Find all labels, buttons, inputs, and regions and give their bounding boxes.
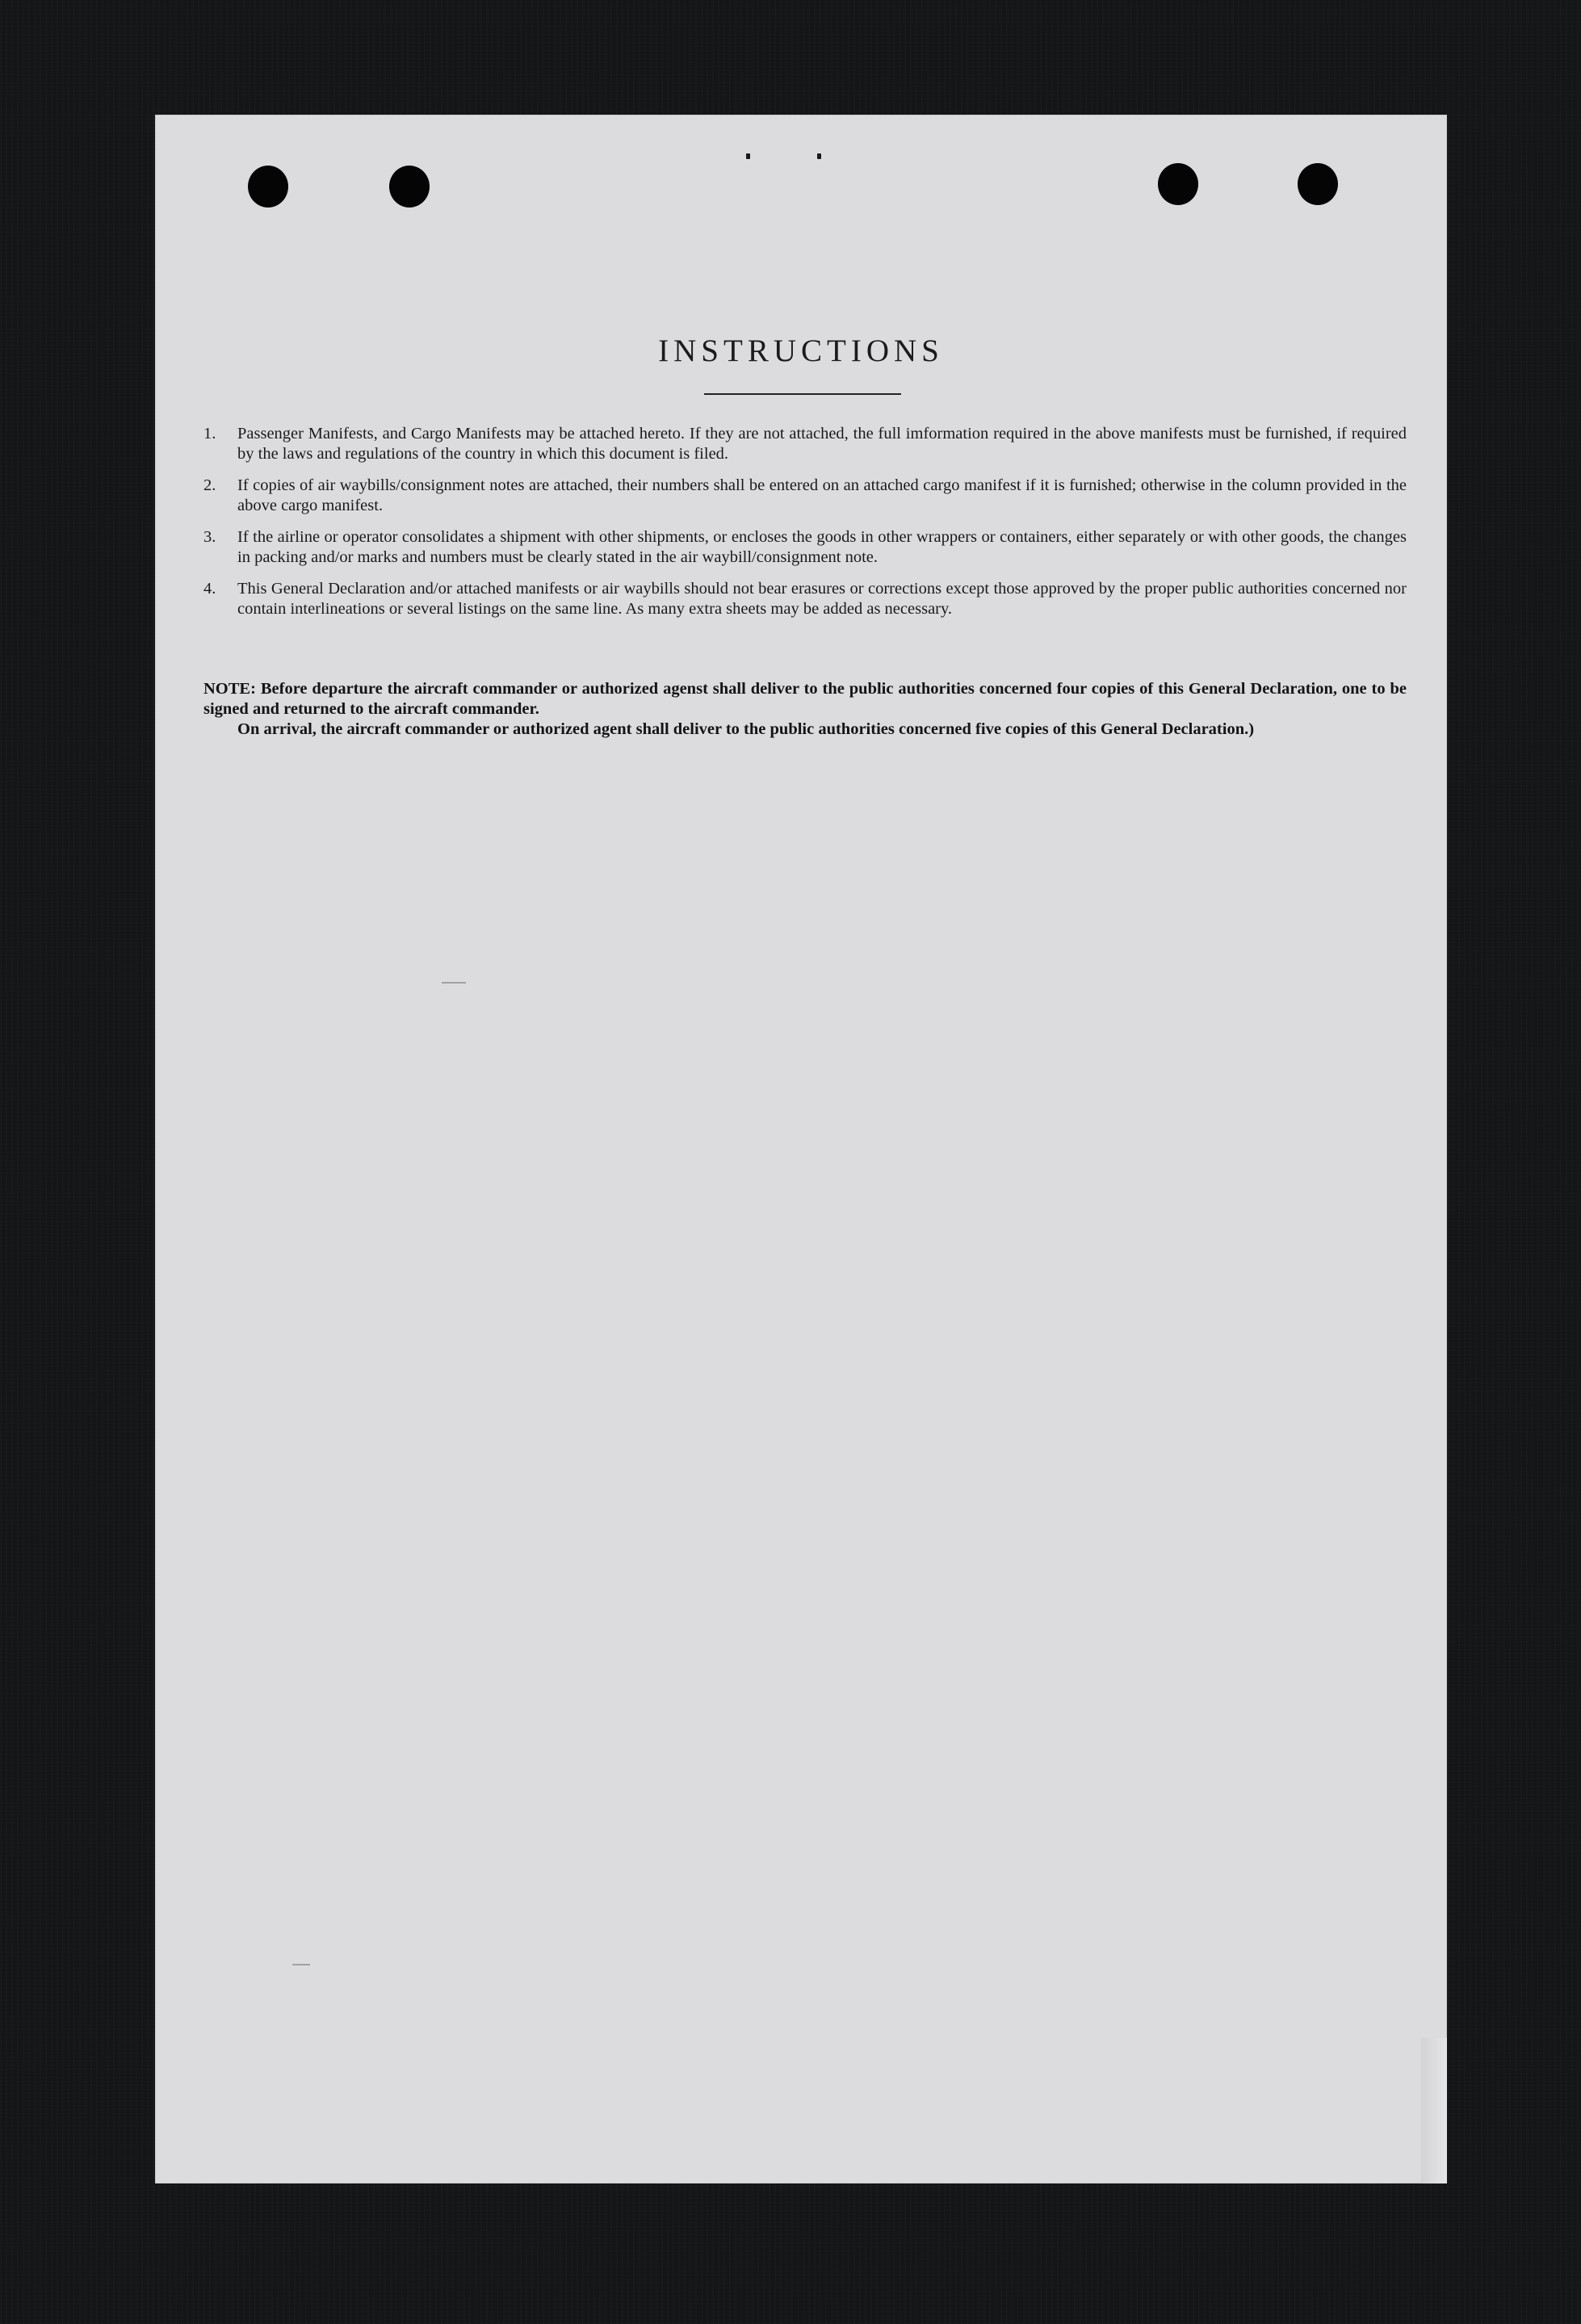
document-page bbox=[155, 115, 1447, 2183]
list-item bbox=[203, 527, 1407, 568]
item-number: 3. bbox=[203, 528, 216, 546]
registration-mark-left bbox=[746, 153, 750, 159]
page-edge-curl bbox=[1421, 2038, 1447, 2183]
item-number: 4. bbox=[203, 580, 216, 598]
item-text: Passenger Manifests, and Cargo Manifests may be attached hereto. If they are not attached, the full imformation required in the above manifests must be furnished, if required by the laws and regulations of the country in which this document is filed. bbox=[237, 425, 1407, 463]
note-arrival bbox=[203, 719, 1407, 740]
item-number: 1. bbox=[203, 425, 216, 443]
list-item bbox=[203, 579, 1407, 619]
item-text: If copies of air waybills/consignment notes are attached, their numbers shall be entered on an attached cargo manifest if it is furnished; otherwise in the column provided in the above cargo manifest. bbox=[237, 476, 1407, 514]
note-label: NOTE: bbox=[203, 680, 256, 698]
punch-hole-4 bbox=[1298, 163, 1338, 205]
instructions-list bbox=[203, 424, 1407, 631]
note-departure-text: Before departure the aircraft commander or authorized agenst shall deliver to the public authorities concerned four copies of this General Declaration, one to be signed and returned to the aircraft commander. bbox=[203, 680, 1407, 718]
item-number: 2. bbox=[203, 476, 216, 494]
punch-hole-2 bbox=[389, 166, 430, 208]
page-title: INSTRUCTIONS bbox=[658, 333, 944, 368]
punch-hole-3 bbox=[1158, 163, 1198, 205]
list-item bbox=[203, 424, 1407, 464]
punch-hole-1 bbox=[248, 166, 288, 208]
list-item bbox=[203, 476, 1407, 516]
item-text: If the airline or operator consolidates a shipment with other shipments, or encloses the goods in other wrappers or containers, either separately or with other goods, the changes in packing and/or marks and numbers must be clearly stated in the air waybill/consignment note. bbox=[237, 528, 1407, 566]
scan-artifact bbox=[292, 1964, 310, 1965]
note-section bbox=[203, 679, 1407, 740]
registration-mark-right bbox=[817, 153, 821, 159]
note-arrival-text: On arrival, the aircraft commander or authorized agent shall deliver to the public authorities concerned five copies of this General Declaration.) bbox=[237, 720, 1255, 738]
scan-artifact bbox=[442, 982, 466, 984]
note-departure bbox=[203, 679, 1407, 719]
item-text: This General Declaration and/or attached manifests or air waybills should not bear erasures or corrections except those approved by the proper public authorities concerned nor contain interlineations or several listings on the same line. As many extra sheets may be added as necessary. bbox=[237, 580, 1407, 618]
title-underline bbox=[704, 393, 901, 395]
